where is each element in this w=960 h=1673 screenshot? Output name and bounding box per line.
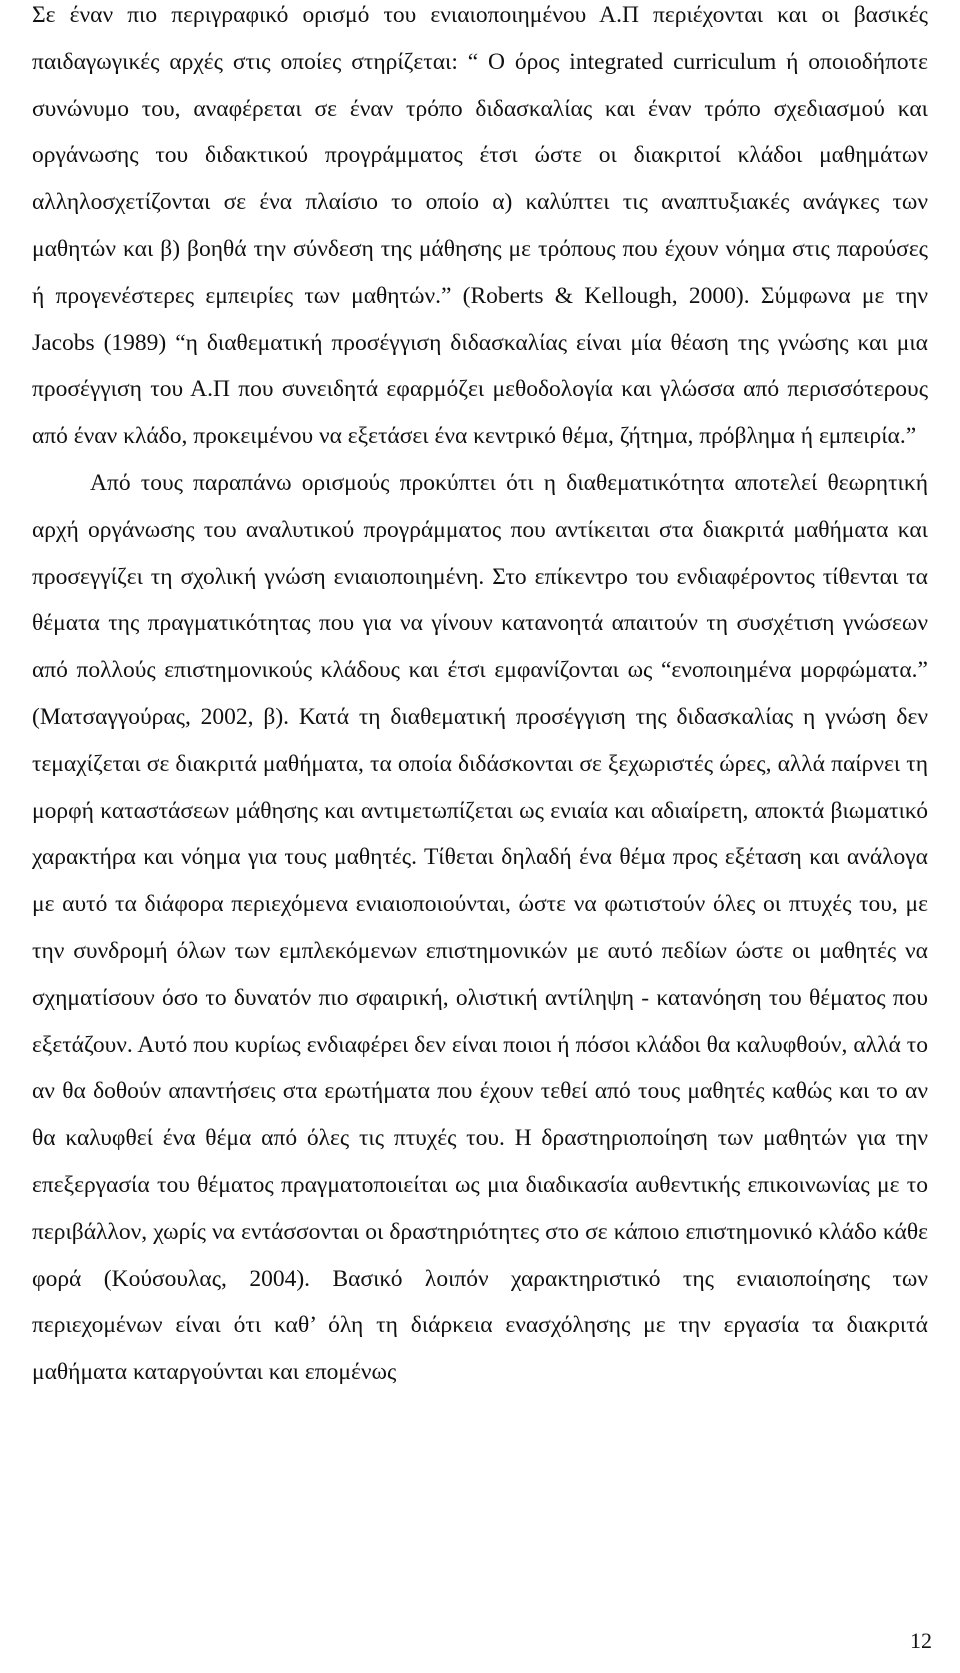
page-number: 12 [910,1628,932,1653]
paragraph-definition: Σε έναν πιο περιγραφικό ορισμό του ενιαιοποιημένου Α.Π περιέχονται και οι βασικές παιδαγωγικές αρχές στις οποίες στηρίζεται: “ Ο όρος integrated curriculum ή οποιοδήποτε συνώνυμο του, αναφέρεται σε έναν τρόπο διδασκαλίας και έναν τρόπο σχεδιασμού και οργάνωσης του διδακτικού προγράμματος έτσι ώστε οι διακριτοί κλάδοι μαθημάτων αλληλοσχετίζονται σε ένα πλαίσιο το οποίο α) καλύπτει τις αναπτυξιακές ανάγκες των μαθητών και β) βοηθά την σύνδεση της μάθησης με τρόπους που έχουν νόημα στις παρούσες ή προγενέστερες εμπειρίες των μαθητών.” (Roberts & Kellough, 2000). Σύμφωνα με την Jacobs (1989) “η διαθεματική προσέγγιση διδασκαλίας είναι μία θέαση της γνώσης και μια προσέγγιση του Α.Π που συνειδητά εφαρμόζει μεθοδολογία και γλώσσα από περισσότερους από έναν κλάδο, προκειμένου να εξετάσει ένα κεντρικό θέμα, ζήτημα, πρόβλημα ή εμπειρία.” [32,2,928,450]
document-page [32,0,928,1396]
paragraph-conclusion: Από τους παραπάνω ορισμούς προκύπτει ότι η διαθεματικότητα αποτελεί θεωρητική αρχή οργάνωσης του αναλυτικού προγράμματος που αντίκειται στα διακριτά μαθήματα και προσεγγίζει τη σχολική γνώση ενιαιοποιημένη. Στο επίκεντρο του ενδιαφέροντος τίθενται τα θέματα της πραγματικότητας που για να γίνουν κατανοητά απαιτούν τη συσχέτιση γνώσεων από πολλούς επιστημονικούς κλάδους και έτσι εμφανίζονται ως “ενοποιημένα μορφώματα.” (Ματσαγγούρας, 2002, β). Κατά τη διαθεματική προσέγγιση της διδασκαλίας η γνώση δεν τεμαχίζεται σε διακριτά μαθήματα, τα οποία διδάσκονται σε ξεχωριστές ώρες, αλλά παίρνει τη μορφή καταστάσεων μάθησης και αντιμετωπίζεται ως ενιαία και αδιαίρετη, αποκτά βιωματικό χαρακτήρα και νόημα για τους μαθητές. Τίθεται δηλαδή ένα θέμα προς εξέταση και ανάλογα με αυτό τα διάφορα περιεχόμενα ενιαιοποιούνται, ώστε να φωτιστούν όλες οι πτυχές του, με την συνδρομή όλων των εμπλεκόμενων επιστημονικών με αυτό πεδίων ώστε οι μαθητές να σχηματίσουν όσο το δυνατόν πιο σφαιρική, ολιστική αντίληψη - κατανόηση του θέματος που εξετάζουν. Αυτό που κυρίως ενδιαφέρει δεν είναι ποιοι ή πόσοι κλάδοι θα καλυφθούν, αλλά το αν θα δοθούν απαντήσεις στα ερωτήματα που έχουν τεθεί από τους μαθητές καθώς και το αν θα καλυφθεί ένα θέμα από όλες τις πτυχές του. Η δραστηριοποίηση των μαθητών για την επεξεργασία του θέματος πραγματοποιείται ως μια διαδικασία αυθεντικής επικοινωνίας με το περιβάλλον, χωρίς να εντάσσονται οι δραστηριότητες στο σε κάποιο επιστημονικό κλάδο κάθε φορά (Κούσουλας, 2004). Βασικό λοιπόν χαρακτηριστικό της ενιαιοποίησης των περιεχομένων είναι ότι καθ’ όλη τη διάρκεια ενασχόλησης με την εργασία τα διακριτά μαθήματα καταργούνται και επομένως [32,469,928,1386]
